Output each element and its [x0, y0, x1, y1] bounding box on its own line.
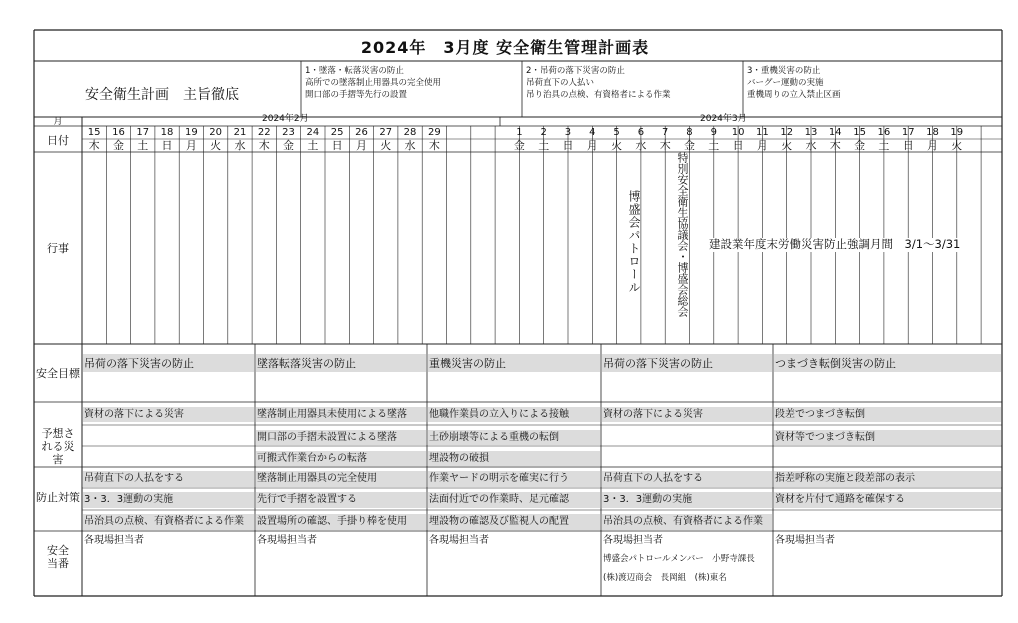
weekday-cell: 水 [404, 139, 416, 152]
weekday-cell: 月 [185, 139, 197, 152]
month-feb: 2024年2月 [262, 114, 309, 124]
weekday-cell: 日 [161, 139, 173, 152]
event-patrol: 博盛会パトロール [627, 190, 641, 294]
day-cell: 13 [804, 127, 818, 138]
weekday-cell: 火 [781, 139, 793, 152]
month-mar: 2024年3月 [700, 114, 747, 124]
day-cell: 17 [136, 127, 150, 138]
day-cell: 29 [427, 127, 441, 138]
theme-line: 重機周りの立入禁止区画 [747, 90, 841, 100]
measure-item: 吊荷直下の人払をする [603, 473, 703, 484]
day-cell: 21 [233, 127, 247, 138]
duty-person: 各現場担当者 [429, 535, 489, 546]
day-cell: 27 [379, 127, 393, 138]
safety-goal: 吊荷の落下災害の防止 [603, 357, 713, 370]
weekday-cell: 木 [659, 139, 671, 152]
day-cell: 15 [853, 127, 866, 138]
duty-person: (株)渡辺商会 長岡組 (株)東名 [603, 573, 727, 583]
theme-line: 吊り治具の点検、有資格者による作業 [526, 90, 671, 100]
weekday-cell: 水 [234, 139, 246, 152]
day-cell: 9 [710, 127, 717, 138]
weekday-cell: 土 [538, 139, 550, 152]
label-duty: 安全当番 [47, 544, 69, 570]
weekday-cell: 月 [355, 139, 367, 152]
day-cell: 3 [564, 127, 572, 138]
measure-item: 作業ヤードの明示を確実に行う [429, 473, 569, 484]
day-cell: 24 [306, 127, 320, 138]
measure-item: 指差呼称の実施と段差部の表示 [775, 473, 915, 484]
safety-goal: 吊荷の落下災害の防止 [84, 357, 194, 370]
day-cell: 28 [403, 127, 417, 138]
label-events: 行事 [47, 242, 69, 255]
weekday-cell: 木 [88, 139, 100, 152]
measure-item: 資材を片付て通路を確保する [775, 494, 905, 505]
hazard-item: 土砂崩壊等による重機の転倒 [429, 432, 559, 443]
safety-goal: つまづき転倒災害の防止 [775, 357, 896, 370]
weekday-cell: 月 [586, 139, 598, 152]
weekday-cell: 金 [513, 139, 525, 152]
label-goal: 安全目標 [36, 367, 80, 380]
theme-line: バーグー運動の実施 [747, 78, 824, 88]
weekday-cell: 金 [854, 139, 866, 152]
weekday-cell: 水 [635, 139, 647, 152]
day-cell: 1 [516, 127, 523, 138]
hazard-item: 埋設物の破損 [429, 453, 489, 464]
measure-item: 墜落制止用器具の完全使用 [257, 473, 377, 484]
label-hazard: 予想される災害 [41, 427, 75, 466]
weekday-cell: 火 [210, 139, 222, 152]
weekday-cell: 金 [112, 139, 124, 152]
hazard-item: 墜落制止用器具未使用による墜落 [257, 409, 407, 420]
day-cell: 7 [662, 127, 669, 138]
day-cell: 14 [828, 127, 842, 138]
day-cell: 16 [877, 127, 891, 138]
day-cell: 26 [355, 127, 368, 138]
day-cell: 23 [282, 127, 295, 138]
hazard-item: 資材の落下による災害 [603, 409, 703, 420]
measure-item: 3・3．3運動の実施 [603, 494, 693, 505]
weekday-cell: 金 [683, 139, 695, 152]
hazard-item: 資材の落下による災害 [84, 409, 184, 420]
weekday-cell: 木 [829, 139, 841, 152]
safety-goal: 墜落転落災害の防止 [257, 357, 356, 370]
day-cell: 2 [540, 127, 547, 138]
hazard-item: 他職作業員の立入りによる接触 [429, 409, 569, 420]
measure-item: 吊治具の点検、有資格者による作業 [84, 516, 244, 527]
day-cell: 16 [112, 127, 125, 138]
hazard-item: 可搬式作業台からの転落 [257, 453, 367, 464]
hazard-item: 段差でつまづき転倒 [775, 409, 865, 420]
duty-person: 各現場担当者 [775, 535, 835, 546]
measure-item: 3・3．3運動の実施 [84, 494, 174, 505]
day-cell: 5 [613, 127, 620, 138]
label-date: 日付 [47, 134, 69, 147]
duty-person: 各現場担当者 [257, 535, 317, 546]
theme-line: 開口部の手摺等先行の設置 [305, 90, 408, 100]
theme-line: 3・重機災害の防止 [747, 66, 821, 76]
weekday-cell: 木 [258, 139, 270, 152]
weekday-cell: 土 [878, 139, 890, 152]
weekday-cell: 火 [380, 139, 392, 152]
day-cell: 22 [257, 127, 271, 138]
day-cell: 11 [756, 127, 769, 138]
weekday-cell: 土 [137, 139, 149, 152]
day-cell: 20 [209, 127, 223, 138]
day-cell: 17 [901, 127, 915, 138]
day-cell: 18 [160, 127, 174, 138]
measure-item: 先行で手摺を設置する [257, 494, 357, 505]
weekday-cell: 日 [331, 139, 343, 152]
weekday-cell: 月 [756, 139, 768, 152]
duty-person: 各現場担当者 [603, 535, 663, 546]
day-cell: 19 [184, 127, 198, 138]
day-cell: 10 [731, 127, 745, 138]
duty-person: 博盛会パトロールメンバー 小野寺課長 [603, 554, 755, 564]
weekday-cell: 日 [902, 139, 914, 152]
hazard-item: 開口部の手摺未設置による墜落 [257, 432, 397, 443]
day-cell: 12 [780, 127, 794, 138]
day-cell: 18 [926, 127, 939, 138]
theme-line: 高所での墜落制止用器具の完全使用 [305, 78, 442, 88]
duty-person: 各現場担当者 [84, 535, 144, 546]
measure-item: 埋設物の確認及び監視人の配置 [429, 516, 569, 527]
theme-line: 1・墜落・転落災害の防止 [305, 66, 404, 76]
label-measure: 防止対策 [36, 491, 80, 504]
measure-item: 法面付近での作業時、足元確認 [429, 494, 569, 505]
day-cell: 6 [637, 127, 645, 138]
weekday-cell: 火 [951, 139, 963, 152]
measure-item: 吊荷直下の人払をする [84, 473, 184, 484]
page-title: 2024年 3月度 安全衛生管理計画表 [360, 38, 650, 57]
theme-line: 吊荷直下の人払い [526, 78, 595, 88]
weekday-cell: 土 [307, 139, 319, 152]
weekday-cell: 日 [562, 139, 574, 152]
event-council: 特別安全衛生協議会・博盛会総会 [676, 152, 689, 317]
theme-line: 2・吊荷の落下災害の防止 [526, 66, 625, 76]
weekday-cell: 水 [805, 139, 817, 152]
weekday-cell: 月 [926, 139, 938, 152]
event-campaign: 建設業年度末労働災害防止強調月間 3/1〜3/31 [709, 237, 961, 251]
day-cell: 19 [950, 127, 964, 138]
weekday-cell: 金 [283, 139, 295, 152]
hazard-item: 資材等でつまづき転倒 [775, 432, 875, 443]
day-cell: 25 [330, 127, 344, 138]
day-cell: 15 [87, 127, 101, 138]
weekday-cell: 日 [732, 139, 744, 152]
safety-goal: 重機災害の防止 [429, 357, 506, 370]
plan-heading: 安全衛生計画 主旨徹底 [85, 87, 239, 103]
label-month: 月 [53, 117, 63, 127]
measure-item: 吊治具の点検、有資格者による作業 [603, 516, 763, 527]
day-cell: 4 [589, 127, 596, 138]
weekday-cell: 木 [428, 139, 440, 152]
weekday-cell: 土 [708, 139, 720, 152]
weekday-cell: 火 [611, 139, 623, 152]
day-cell: 8 [686, 127, 693, 138]
measure-item: 設置場所の確認、手掛り棒を使用 [257, 516, 407, 527]
